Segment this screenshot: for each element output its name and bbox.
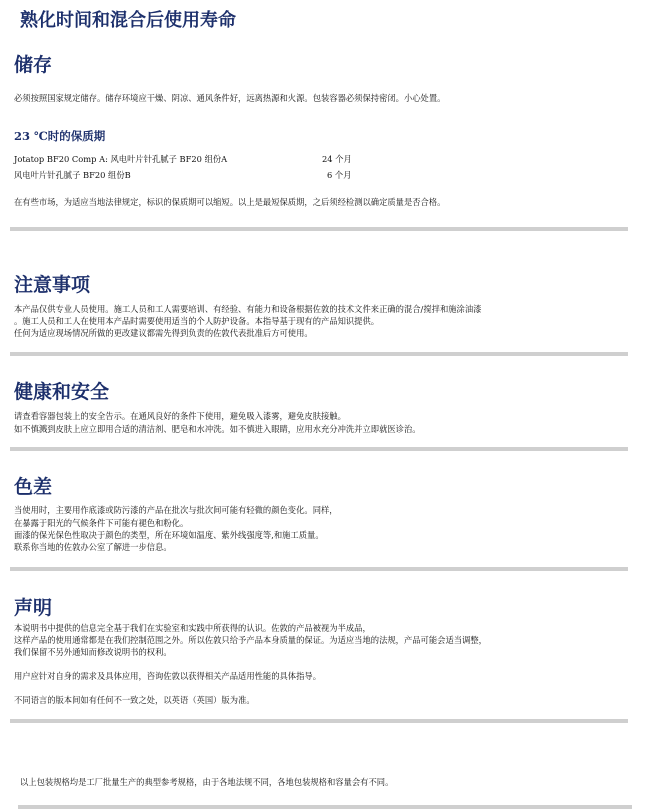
disclaimer-line: 本说明书中提供的信息完全基于我们在实验室和实践中所获得的认识。佐敦的产品被视为半成品，: [14, 623, 371, 633]
shelf-life-value: 6 个月: [327, 170, 352, 180]
colour-variation-line: 在暴露于阳光的气候条件下可能有褪色和粉化。: [14, 518, 189, 528]
storage-text: 必须按照国家规定储存。储存环境应干燥、阴凉、通风条件好，远离热源和火源。包装容器必须保持密闭。小心处置。: [14, 93, 446, 103]
disclaimer-heading: 声明: [14, 597, 53, 619]
cautions-line: 。施工人员和工人在使用本产品时需要使用适当的个人防护设备。本指导基于现有的产品知识提供。: [14, 316, 380, 326]
footer-divider: [18, 805, 632, 809]
storage-heading: 储存: [14, 54, 53, 76]
colour-variation-heading: 色差: [14, 476, 53, 498]
disclaimer-line: 我们保留不另外通知而修改说明书的权利。: [14, 647, 172, 657]
colour-variation-line: 联系你当地的佐敦办公室了解进一步信息。: [14, 542, 172, 552]
section-divider: [10, 447, 628, 451]
shelf-life-row: [14, 153, 374, 165]
shelf-life-note: 在有些市场，为适应当地法律规定，标识的保质期可以缩短。以上是最短保质期，之后须经检测以确定质量是否合格。: [14, 197, 446, 207]
section-divider: [10, 352, 628, 356]
shelf-life-row: [14, 169, 374, 181]
section-divider: [10, 227, 628, 231]
shelf-life-value: 24 个月: [322, 154, 352, 164]
colour-variation-line: 面漆的保光保色性取决于颜色的类型，所在环境如温度、紫外线强度等,和施工质量。: [14, 530, 324, 540]
health-safety-line: 请查看容器包装上的安全告示。在通风良好的条件下使用，避免吸入漆雾，避免皮肤接触。: [14, 411, 346, 421]
cautions-heading: 注意事项: [14, 274, 91, 296]
colour-variation-line: 当使用时，主要用作底漆或防污漆的产品在批次与批次间可能有轻微的颜色变化。同样，: [14, 505, 338, 515]
section-divider: [10, 719, 628, 723]
section-divider: [10, 567, 628, 571]
document-title: 熟化时间和混合后使用寿命: [20, 10, 236, 31]
shelf-life-product: 风电叶片针孔腻子 BF20 组份B: [14, 170, 131, 180]
disclaimer-language: 不同语言的版本间如有任何不一致之处，以英语（英国）版为准。: [14, 695, 255, 705]
disclaimer-user-guidance: 用户应针对自身的需求及具体应用，咨询佐敦以获得相关产品适用性能的具体指导。: [14, 671, 321, 681]
shelf-life-product: Jotatop BF20 Comp A: 风电叶片针孔腻子 BF20 组份A: [14, 154, 228, 164]
disclaimer-line: 这样产品的使用通常都是在我们控制范围之外。所以佐敦只给予产品本身质量的保证。为适应当地的法规，产品可能会适当调整，: [14, 635, 487, 645]
shelf-life-heading: 23 ℃时的保质期: [14, 129, 106, 143]
health-safety-line: 如不慎溅到皮肤上应立即用合适的清洁剂、肥皂和水冲洗。如不慎进入眼睛，应用水充分冲洗并立即就医诊治。: [14, 424, 421, 434]
health-safety-heading: 健康和安全: [14, 381, 110, 403]
cautions-line: 任何为适应现场情况所做的更改建议都需先得到负责的佐敦代表批准后方可使用。: [14, 328, 313, 338]
cautions-line: 本产品仅供专业人员使用。施工人员和工人需要培训、有经验、有能力和设备根据佐敦的技术文件来正确的混合/搅拌和施涂油漆: [14, 304, 482, 314]
footer-note: 以上包装规格均是工厂批量生产的典型参考规格，由于各地法规不同，各地包装规格和容量会有不同。: [20, 777, 394, 787]
